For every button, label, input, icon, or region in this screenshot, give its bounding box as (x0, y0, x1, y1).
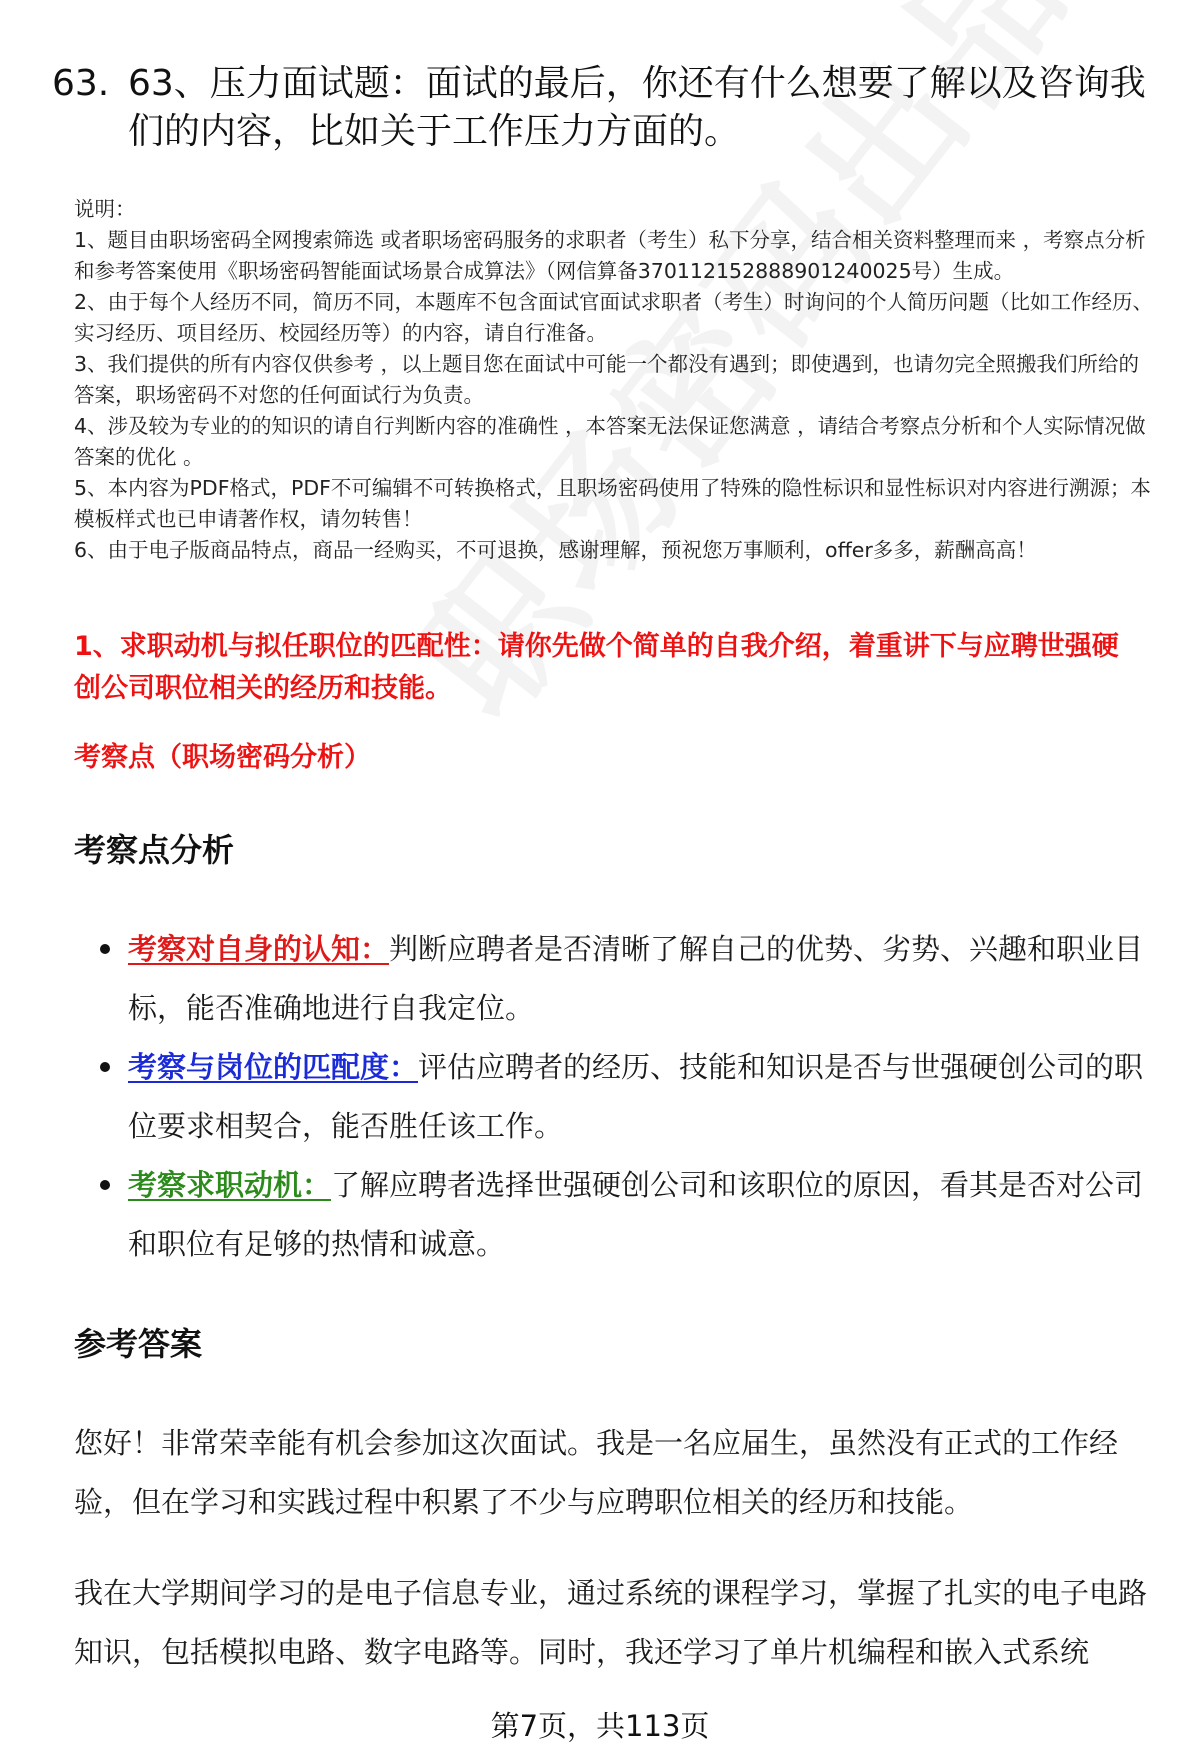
question-text: 63、压力面试题：面试的最后，你还有什么想要了解以及咨询我们的内容，比如关于工作压力方面的。 (128, 63, 1146, 152)
note-item: 5、本内容为PDF格式，PDF不可编辑不可转换格式，且职场密码使用了特殊的隐性标识和显性标识对内容进行溯源；本模板样式也已申请著作权，请勿转售！ (74, 476, 1151, 531)
answer-paragraph: 您好！非常荣幸能有机会参加这次面试。我是一名应届生，虽然没有正式的工作经验，但在学习和实践过程中积累了不少与应聘职位相关的经历和技能。 (74, 1426, 1119, 1519)
analysis-text: 了解应聘者选择世强硬创公司和该职位的原因，看其是否对公司和职位有足够的热情和诚意。 (128, 1168, 1144, 1261)
exam-point-label: 考察点（职场密码分析） (74, 742, 371, 773)
analysis-text: 判断应聘者是否清晰了解自己的优势、劣势、兴趣和职业目标，能否准确地进行自我定位。 (128, 932, 1144, 1025)
analysis-item (74, 1156, 1154, 1274)
note-item: 6、由于电子版商品特点，商品一经购买，不可退换，感谢理解，预祝您万事顺利，offer多多，薪酬高高！ (74, 538, 1037, 562)
answer-paragraph: 我在大学期间学习的是电子信息专业，通过系统的课程学习，掌握了扎实的电子电路知识，包括模拟电路、数字电路等。同时，我还学习了单片机编程和嵌入式系统 (74, 1576, 1148, 1669)
analysis-heading: 考察点分析 (74, 831, 235, 869)
analysis-text: 评估应聘者的经历、技能和知识是否与世强硬创公司的职位要求相契合，能否胜任该工作。 (128, 1050, 1144, 1143)
analysis-keyword: 考察对自身的认知： (128, 932, 390, 966)
bullet-dot-icon (100, 944, 110, 954)
bullet-dot-icon (100, 1062, 110, 1072)
note-item: 1、题目由职场密码全网搜索筛选 或者职场密码服务的求职者（考生）私下分享，结合相关资料整理而来 ，考察点分析和参考答案使用《职场密码智能面试场景合成算法》（网信算备370112152888901240025号）生成。 (74, 228, 1146, 283)
analysis-keyword: 考察与岗位的匹配度： (128, 1050, 419, 1084)
note-item: 3、我们提供的所有内容仅供参考 ，以上题目您在面试中可能一个都没有遇到；即使遇到，也请勿完全照搬我们所给的答案，职场密码不对您的任何面试行为负责。 (74, 352, 1140, 407)
section-question: 1、求职动机与拟任职位的匹配性：请你先做个简单的自我介绍，着重讲下与应聘世强硬创公司职位相关的经历和技能。 (74, 631, 1119, 704)
question-number: 63. (52, 63, 110, 104)
notes-block (74, 194, 1154, 566)
note-item: 4、涉及较为专业的的知识的请自行判断内容的准确性 ，本答案无法保证您满意 ，请结合考察点分析和个人实际情况做答案的优化 。 (74, 414, 1146, 469)
analysis-item (74, 1038, 1154, 1156)
bullet-dot-icon (100, 1180, 110, 1190)
question-title (52, 60, 1152, 156)
note-item: 2、由于每个人经历不同，简历不同，本题库不包含面试官面试求职者（考生）时询问的个人简历问题（比如工作经历、实习经历、项目经历、校园经历等）的内容，请自行准备。 (74, 290, 1154, 345)
notes-heading: 说明： (74, 197, 136, 221)
page-number: 第7页，共113页 (490, 1709, 710, 1743)
answer-heading: 参考答案 (74, 1325, 203, 1363)
analysis-keyword: 考察求职动机： (128, 1168, 332, 1202)
analysis-list (74, 920, 1154, 1274)
analysis-item (74, 920, 1154, 1038)
